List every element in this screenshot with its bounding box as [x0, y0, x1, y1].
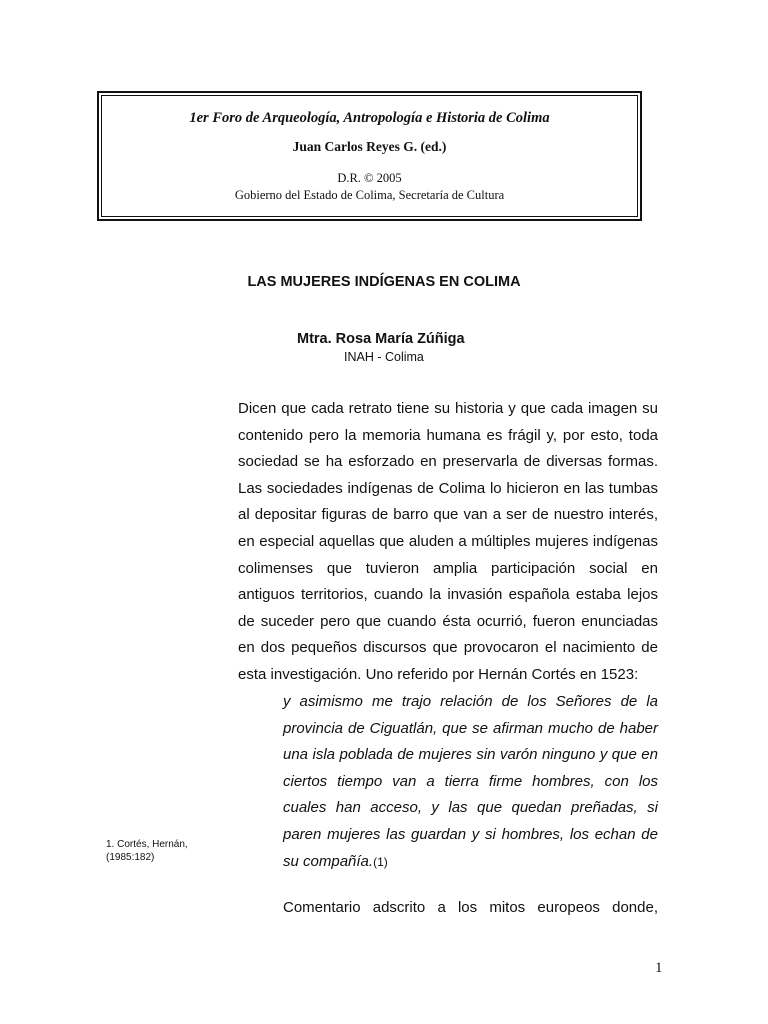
footnote-ref-number: 1 [377, 854, 384, 869]
paragraph-line: antiguos territorios, cuando la invasión española estaba lejos [238, 586, 658, 604]
footnote-reference [373, 855, 388, 869]
margin-note-line: (1985:182) [106, 852, 155, 863]
quote-line: cuales han acceso, y las que quedan preñadas, si [283, 799, 658, 817]
paragraph-line: de suceder pero que cuando ésta ocurrió, fueron enunciadas [238, 612, 658, 630]
paragraph-line: en dos pequeños discursos que provocaron el nacimiento de [238, 639, 658, 657]
footnote-ref-open: ( [373, 854, 378, 869]
paragraph-line: en especial aquellas que aluden a múltiples mujeres indígenas [238, 532, 658, 550]
page-number: 1 [655, 960, 663, 976]
author-affiliation: INAH - Colima [344, 350, 424, 364]
quote-last-line [283, 849, 658, 876]
quote-line: una isla poblada de mujeres sin varón ninguno y que en [283, 746, 658, 764]
quote-line: provincia de Ciguatlán, que se afirman mucho de haber [283, 719, 658, 737]
copyright-line: D.R. © 2005 [337, 171, 402, 185]
author-name: Mtra. Rosa María Zúñiga [297, 331, 465, 347]
quote-line: paren mujeres las guardan y si hombres, los echan de [283, 825, 658, 843]
quote-last-text: su compañía. [283, 852, 374, 870]
article-title: LAS MUJERES INDÍGENAS EN COLIMA [247, 274, 521, 290]
paragraph-line: sociedad se ha esforzado en preservarla de diversas formas. [238, 453, 658, 471]
quote-line: ciertos tiempo van a tierra firme hombres, con los [283, 772, 658, 790]
paragraph-line: contenido pero la memoria humana es frágil y, por esto, toda [238, 426, 658, 444]
header-box [97, 91, 642, 221]
paragraph-line: Las sociedades indígenas de Colima lo hicieron en las tumbas [238, 479, 658, 497]
forum-title: 1er Foro de Arqueología, Antropología e Historia de Colima [189, 110, 550, 126]
editor-name: Juan Carlos Reyes G. (ed.) [292, 139, 447, 154]
paragraph-line: al depositar figuras de barro que van a ser de nuestro interés, [238, 506, 658, 524]
quote-line: y asimismo me trajo relación de los Señores de la [283, 693, 658, 710]
paragraph-line: Dicen que cada retrato tiene su historia y que cada imagen su [238, 400, 658, 417]
body-paragraph [238, 396, 658, 689]
margin-note [106, 838, 188, 864]
footnote-ref-close: ) [383, 854, 388, 869]
margin-note-line: 1. Cortés, Hernán, [106, 839, 188, 850]
paragraph-line: colimenses que tuvieron amplia participación social en [238, 559, 658, 577]
paragraph-last-line: esta investigación. Uno referido por Hernán Cortés en 1523: [238, 665, 639, 683]
block-quote [283, 689, 658, 875]
publisher-line: Gobierno del Estado de Colima, Secretaría de Cultura [234, 188, 505, 202]
comment-line: Comentario adscrito a los mitos europeos donde, [283, 899, 658, 916]
